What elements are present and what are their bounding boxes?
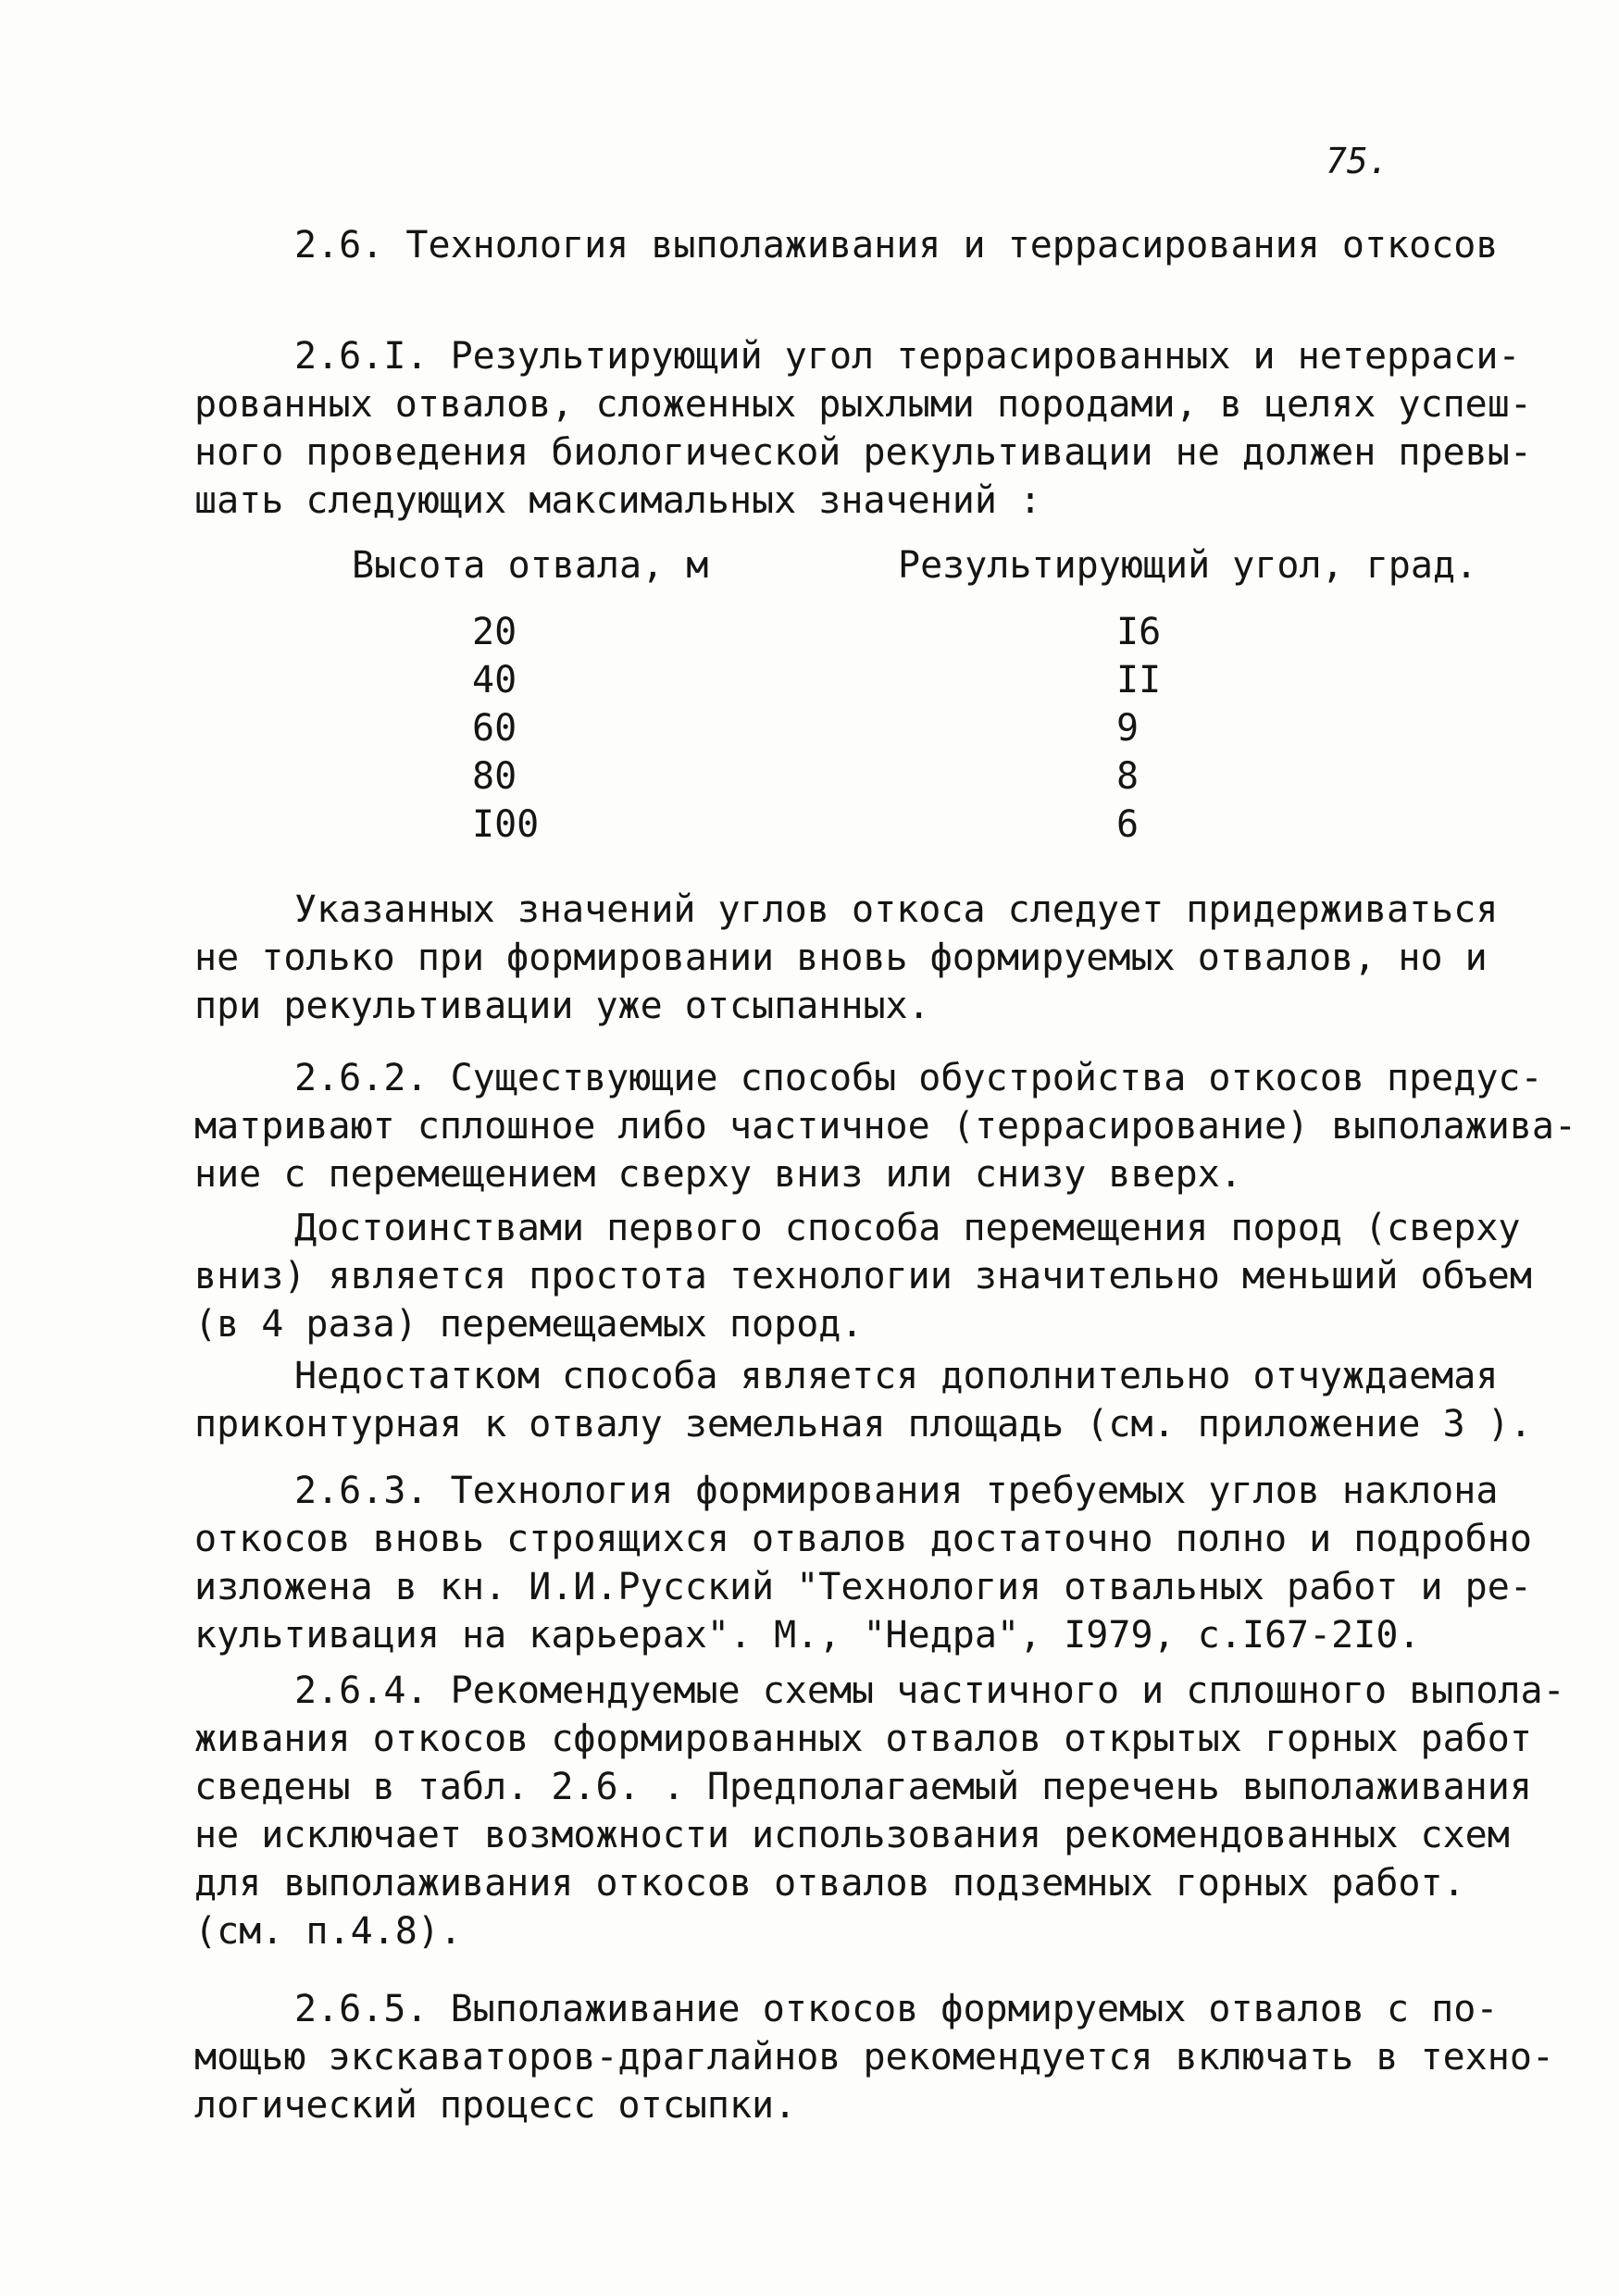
text-line: ние с перемещением сверху вниз или снизу вверх.: [194, 1153, 1242, 1196]
text-line: 2.6.5. Выполаживание откосов формируемых отвалов с по-: [294, 1988, 1499, 2030]
table-cell-height: I00: [472, 803, 540, 846]
text-line: для выполаживания откосов отвалов подземных горных работ.: [194, 1862, 1465, 1905]
text-line: Достоинствами первого способа перемещения пород (сверху: [294, 1207, 1521, 1249]
text-line: живания откосов сформированных отвалов открытых горных работ: [194, 1718, 1532, 1760]
text-line: 2.6.4. Рекомендуемые схемы частичного и сплошного выпола-: [294, 1669, 1565, 1712]
text-line: матривают сплошное либо частичное (террасирование) выполажива-: [194, 1105, 1577, 1148]
text-line: не только при формировании вновь формируемых отвалов, но и: [194, 937, 1488, 979]
text-line: логический процесс отсыпки.: [194, 2084, 797, 2127]
text-line: шать следующих максимальных значений :: [194, 479, 1042, 522]
text-line: вниз) является простота технологии значительно меньший объем: [194, 1255, 1532, 1297]
table-cell-angle: 9: [1116, 707, 1140, 750]
table-cell-height: 40: [472, 659, 517, 701]
text-line: культивация на карьерах". М., "Недра", I979, с.I67-2I0.: [194, 1614, 1421, 1657]
text-line: не исключает возможности использования рекомендованных схем: [194, 1814, 1510, 1856]
text-line: Недостатком способа является дополнительно отчуждаемая: [294, 1355, 1499, 1397]
table-header-height: Высота отвала, м: [352, 544, 709, 587]
section-title: 2.6. Технология выполаживания и террасирования откосов: [294, 224, 1499, 267]
text-line: откосов вновь строящихся отвалов достаточно полно и подробно: [194, 1518, 1532, 1560]
text-line: рованных отвалов, сложенных рыхлыми породами, в целях успеш-: [194, 383, 1532, 426]
text-line: мощью экскаваторов-драглайнов рекомендуется включать в техно-: [194, 2036, 1555, 2079]
table-cell-height: 60: [472, 707, 517, 750]
table-cell-height: 20: [472, 611, 517, 653]
text-line: 2.6.3. Технология формирования требуемых углов наклона: [294, 1470, 1499, 1512]
text-line: 2.6.I. Результирующий угол террасированных и нетерраси-: [294, 335, 1521, 378]
table-cell-height: 80: [472, 755, 517, 798]
table-header-angle: Результирующий угол, град.: [898, 544, 1478, 587]
table-cell-angle: 6: [1116, 803, 1140, 846]
table-cell-angle: II: [1116, 659, 1162, 701]
text-line: приконтурная к отвалу земельная площадь (см. приложение 3 ).: [194, 1403, 1532, 1446]
text-line: (см. п.4.8).: [194, 1910, 462, 1953]
page-number: 75.: [1326, 141, 1389, 181]
table-cell-angle: I6: [1116, 611, 1162, 653]
text-line: 2.6.2. Существующие способы обустройства откосов предус-: [294, 1057, 1543, 1099]
text-line: при рекультивации уже отсыпанных.: [194, 985, 930, 1027]
text-line: изложена в кн. И.И.Русский "Технология отвальных работ и ре-: [194, 1566, 1532, 1608]
text-line: Указанных значений углов откоса следует придерживаться: [294, 888, 1499, 931]
table-cell-angle: 8: [1116, 755, 1140, 798]
text-line: сведены в табл. 2.6. . Предполагаемый перечень выполаживания: [194, 1766, 1532, 1808]
text-line: ного проведения биологической рекультивации не должен превы-: [194, 431, 1532, 474]
text-line: (в 4 раза) перемещаемых пород.: [194, 1303, 864, 1346]
